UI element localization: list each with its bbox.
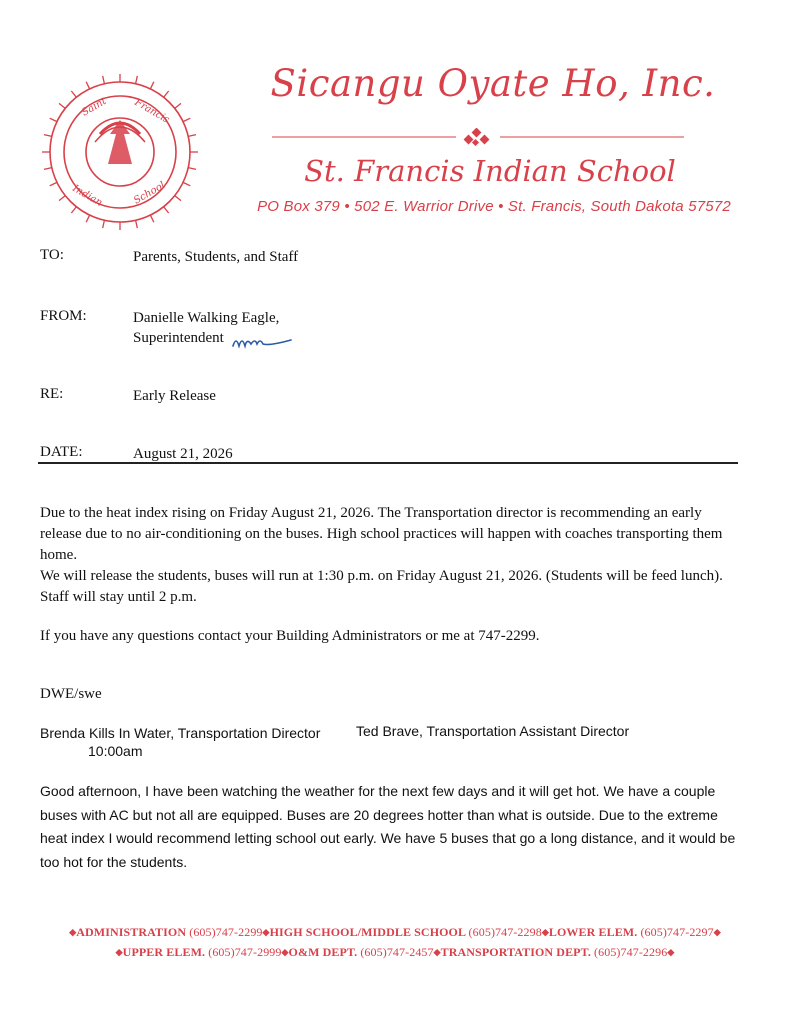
- footer-hs-ms-phone: (605)747-2298: [468, 925, 542, 939]
- footer-transportation-dept-phone: (605)747-2296: [594, 945, 668, 959]
- sender-2: Ted Brave, Transportation Assistant Director: [356, 723, 630, 739]
- footer-upper-elem-phone: (605)747-2999: [208, 945, 282, 959]
- sender-1: Brenda Kills In Water, Transportation Director: [40, 725, 321, 741]
- school-seal: [40, 72, 200, 232]
- seal-text-4: School: [132, 180, 168, 207]
- body-paragraph-2: We will release the students, buses will run at 1:30 p.m. on Friday August 21, 2026. (Students will be feed lunch). Staff will stay until 2 p.m.: [40, 568, 723, 605]
- seal-text-2: Francis: [132, 97, 171, 126]
- organization-name: Sicangu Oyate Ho, Inc.: [270, 62, 716, 105]
- header-rule: [38, 462, 738, 464]
- body-paragraph-1: Due to the heat index rising on Friday August 21, 2026. The Transportation director is recommending an early release due to no air-conditioning on the buses. High school practices will happen with coaches transporting them home.: [40, 505, 723, 563]
- date-value: August 21, 2026: [133, 446, 233, 462]
- signature-initials: [230, 328, 294, 354]
- footer-lower-elem: LOWER ELEM.: [548, 925, 638, 939]
- footer-transportation-dept: TRANSPORTATION DEPT.: [440, 945, 591, 959]
- footer-lower-elem-phone: (605)747-2297: [640, 925, 714, 939]
- seal-text-1: Saint: [80, 95, 109, 119]
- from-name: Danielle Walking Eagle,: [133, 310, 280, 326]
- seal-text-3: Indian: [70, 183, 105, 209]
- transport-message: Good afternoon, I have been watching the weather for the next few days and it will get hot. We have a couple buses with AC but not all are equipped. Buses are 20 degrees hotter than what is outside. Due to the extreme heat index I would recommend letting school out early. We have 5 buses that go a long distance, and it would be too hot for the students.: [40, 783, 736, 870]
- to-label: TO:: [40, 247, 64, 263]
- school-address: PO Box 379 • 502 E. Warrior Drive • St. Francis, South Dakota 57572: [257, 198, 731, 215]
- footer-upper-elem: UPPER ELEM.: [122, 945, 206, 959]
- re-label: RE:: [40, 386, 64, 402]
- footer-om-dept: O&M DEPT.: [288, 945, 358, 959]
- memo-initials: DWE/swe: [40, 686, 102, 702]
- footer-administration-phone: (605)747-2299: [189, 925, 263, 939]
- body-paragraph-3: If you have any questions contact your Building Administrators or me at 747-2299.: [40, 628, 540, 644]
- letterhead-divider: [272, 128, 684, 146]
- re-value: Early Release: [133, 388, 216, 404]
- school-name: St. Francis Indian School: [304, 154, 676, 188]
- footer-hs-ms: HIGH SCHOOL/MIDDLE SCHOOL: [269, 925, 466, 939]
- footer-line-1: ◆ADMINISTRATION (605)747-2299◆HIGH SCHOOL/MIDDLE SCHOOL (605)747-2298◆LOWER ELEM. (605)747-2297◆: [69, 925, 721, 939]
- from-label: FROM:: [40, 308, 87, 324]
- date-label: DATE:: [40, 444, 83, 460]
- footer-administration: ADMINISTRATION: [76, 925, 187, 939]
- footer-line-2: ◆UPPER ELEM. (605)747-2999◆O&M DEPT. (605)747-2457◆TRANSPORTATION DEPT. (605)747-2296◆: [115, 945, 675, 959]
- footer-om-dept-phone: (605)747-2457: [360, 945, 434, 959]
- to-value: Parents, Students, and Staff: [133, 249, 299, 265]
- message-time: 10:00am: [88, 743, 143, 759]
- from-title: Superintendent: [133, 330, 224, 346]
